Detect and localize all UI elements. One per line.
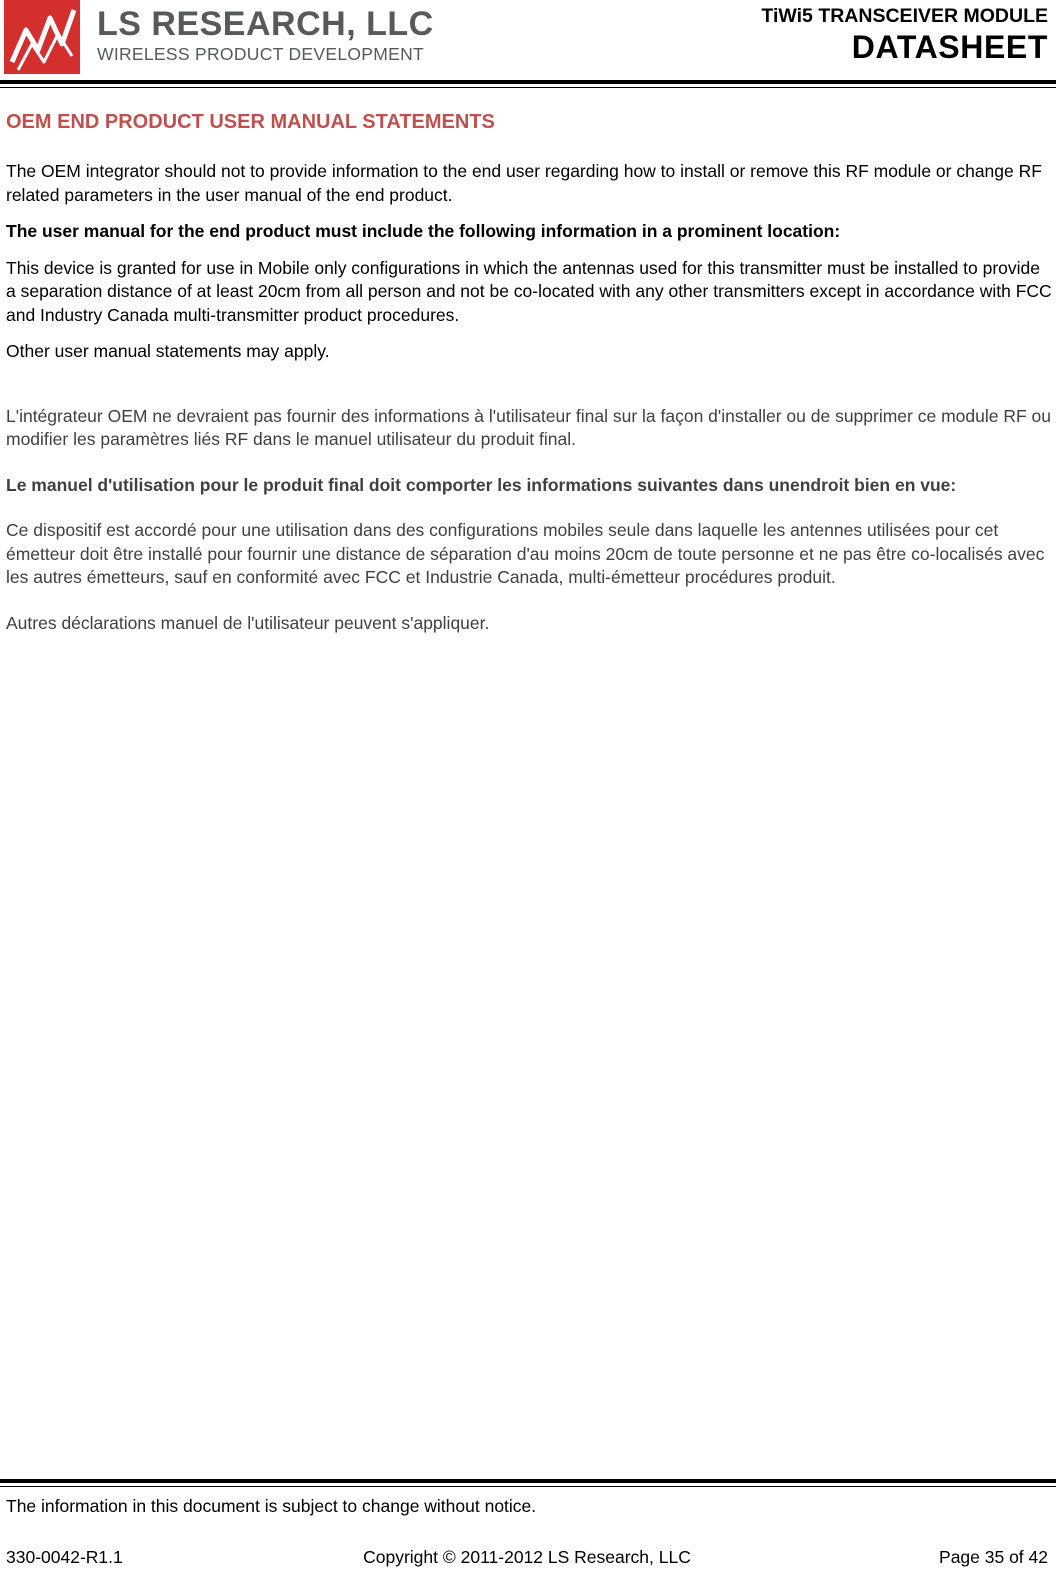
- footer-divider: [0, 1479, 1056, 1483]
- english-paragraph-3: This device is granted for use in Mobile only configurations in which the antennas used for this transmitter must be installed to provide a separation distance of at least 20cm from all person and not be co-located with any other transmitters except in accordance with FCC and Industry Canada multi-transmitter product procedures.: [6, 257, 1052, 325]
- english-paragraph-1: The OEM integrator should not to provide information to the end user regarding how to install or remove this RF module or change RF related parameters in the user manual of the end product.: [6, 161, 1042, 205]
- language-spacer: [6, 364, 1052, 405]
- company-logo-icon: [4, 0, 80, 74]
- french-paragraph-1: L'intégrateur OEM ne devraient pas fournir des informations à l'utilisateur final sur la façon d'installer ou de supprimer ce module RF ou modifier les paramètres liés RF dans le manuel utilisateur du produit final.: [6, 405, 1051, 449]
- header-divider-thin: [0, 87, 1056, 88]
- page-header: [0, 0, 1056, 90]
- module-title: TiWi5 TRANSCEIVER MODULE: [761, 5, 1048, 27]
- page-footer: [6, 1546, 1048, 1570]
- section-heading: OEM END PRODUCT USER MANUAL STATEMENTS: [6, 111, 495, 133]
- header-divider: [0, 80, 1056, 84]
- company-tagline: WIRELESS PRODUCT DEVELOPMENT: [97, 44, 425, 64]
- change-notice: The information in this document is subject to change without notice.: [6, 1496, 537, 1516]
- copyright: Copyright © 2011-2012 LS Research, LLC: [363, 1547, 691, 1567]
- french-paragraph-3: Ce dispositif est accordé pour une utilisation dans des configurations mobiles seule dans laquelle les antennes utilisées pour cet émetteur doit être installé pour fournir une distance de séparation d'au moins 20cm de toute personne et ne pas être co-localisés avec les autres émetteurs, sauf en conformité avec FCC et Industrie Canada, multi-émetteur procédures produit.: [6, 520, 1045, 587]
- page-content: [6, 110, 1052, 635]
- english-paragraph-2: The user manual for the end product must include the following information in a prominent location:: [6, 221, 841, 241]
- document-title: [761, 3, 1048, 65]
- footer-divider-thin: [0, 1486, 1056, 1487]
- english-paragraph-4: Other user manual statements may apply.: [6, 341, 330, 361]
- french-paragraph-2: Le manuel d'utilisation pour le produit final doit comporter les informations suivantes dans unendroit bien en vue:: [6, 474, 957, 495]
- company-name: LS RESEARCH, LLC: [97, 5, 434, 43]
- document-id: 330-0042-R1.1: [6, 1547, 123, 1567]
- french-paragraph-4: Autres déclarations manuel de l'utilisateur peuvent s'appliquer.: [6, 612, 490, 633]
- page-number: Page 35 of 42: [939, 1547, 1048, 1567]
- document-type: DATASHEET: [851, 29, 1048, 65]
